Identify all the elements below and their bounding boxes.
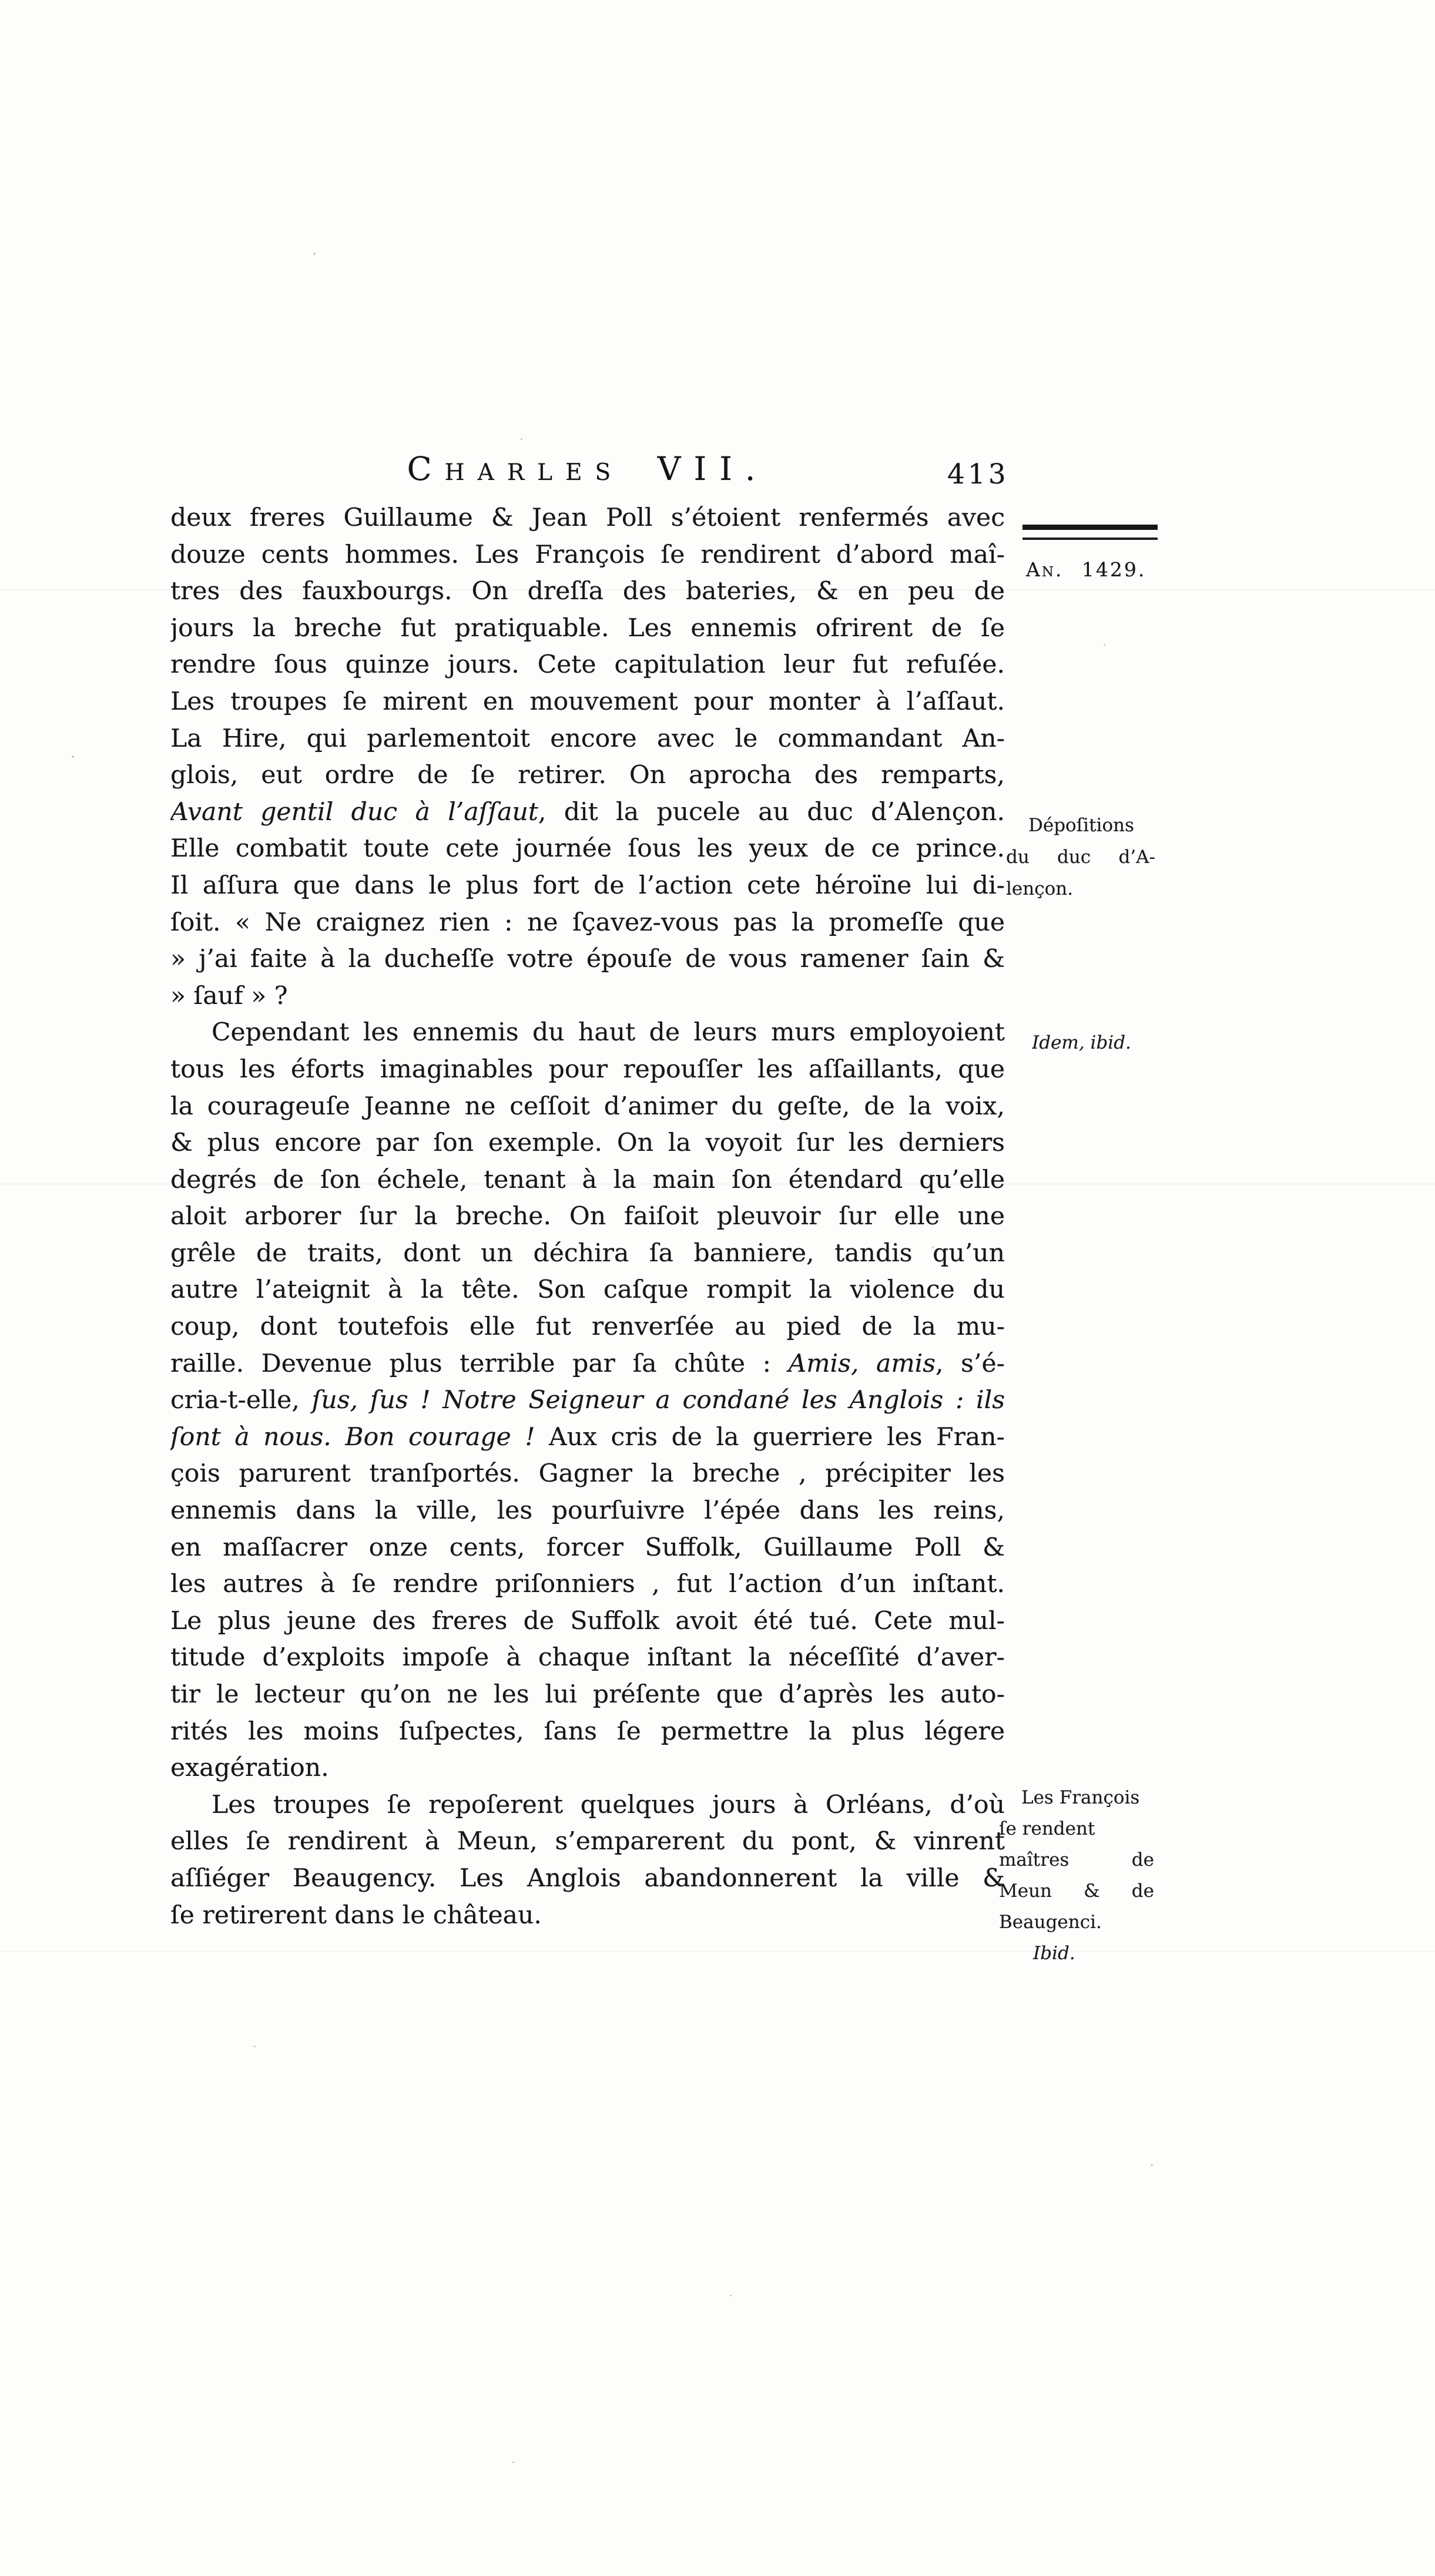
text-segment: Les troupes ſe mirent en mouvement pour monter à l’aſſaut. [170, 687, 1005, 716]
italic-text-segment: Idem, ibid. [1032, 1032, 1131, 1053]
text-segment: grêle de traits, dont un déchira ſa banniere, tandis qu’un [170, 1238, 1005, 1268]
text-line [999, 1907, 1154, 1938]
text-segment: rendre ſous quinze jours. Cete capitulation leur fut refuſée. [170, 650, 1005, 680]
text-line [170, 1860, 1005, 1897]
text-line [170, 1089, 1005, 1126]
text-segment: jours la breche fut pratiquable. Les ennemis ofrirent de ſe [170, 613, 1005, 643]
text-line [170, 1162, 1005, 1199]
text-segment: aloit arborer ſur la breche. On faiſoit pleuvoir ſur elle une [170, 1202, 1005, 1231]
text-segment: , dit la pucele au duc d’Alençon. [538, 797, 1005, 827]
text-segment: Dépoſitions [1028, 815, 1135, 836]
text-segment: Aux cris de la guerriere les Fran- [548, 1422, 1005, 1452]
text-segment: tres des fauxbourgs. On dreſſa des bateries, & en peu de [170, 577, 1005, 606]
text-segment: » ſauf » ? [170, 981, 288, 1010]
text-line [170, 721, 1005, 758]
text-line [170, 500, 1005, 537]
margin-note-alencon [1006, 810, 1155, 905]
text-segment: les autres à ſe rendre priſonniers , fut l’action d’un inſtant. [170, 1570, 1005, 1599]
text-segment: Il aſſura que dans le plus fort de l’action cete héroïne lui di- [170, 871, 1005, 900]
scan-speck [932, 1247, 934, 1248]
text-line [170, 1272, 1005, 1309]
text-segment: coup, dont toutefois elle fut renverſée au pied de la mu- [170, 1312, 1005, 1342]
text-segment: glois, eut ordre de ſe retirer. On aprocha des remparts, [170, 761, 1005, 790]
text-line [170, 868, 1005, 905]
scan-speck [521, 438, 522, 440]
text-segment: ſoit. « Ne craignez rien : ne ſçavez-vous pas la promeſſe que [170, 908, 1005, 937]
text-line [1006, 873, 1155, 905]
text-line [170, 1677, 1005, 1714]
text-segment: cria-t-elle, [170, 1386, 312, 1415]
margin-note-idem [1032, 1027, 1173, 1059]
text-segment: tous les éforts imaginables pour repouſſer les aſſaillants, que [170, 1054, 1005, 1084]
text-segment: Le plus jeune des freres de Suffolk avoit été tué. Cete mul- [170, 1606, 1005, 1635]
scan-streak [0, 589, 1435, 591]
text-line [170, 1823, 1005, 1860]
text-segment: , s’é- [936, 1349, 1005, 1378]
italic-text-segment: Avant gentil duc à l’aſſaut [170, 797, 538, 827]
margin-year-rule [1022, 525, 1158, 540]
text-segment: la courageuſe Jeanne ne ceſſoit d’animer du geſte, de la voix, [170, 1091, 1005, 1121]
text-segment: raille. Devenue plus terrible par ſa chûte : [170, 1349, 789, 1378]
text-line [170, 1382, 1005, 1419]
text-line [170, 1603, 1005, 1640]
text-line [170, 1052, 1005, 1089]
text-line [1006, 841, 1155, 873]
text-line [170, 1640, 1005, 1677]
text-segment: en maſſacrer onze cents, forcer Suffolk, Guillaume Poll & [170, 1533, 1005, 1562]
text-segment: deux freres Guillaume & Jean Poll s’étoient renfermés avec [170, 503, 1005, 532]
scan-speck [313, 253, 316, 255]
text-segment: Les François [1021, 1787, 1140, 1808]
text-line [170, 831, 1005, 868]
text-line [170, 1750, 1005, 1787]
text-segment: Les troupes ſe repoſerent quelques jours à Orléans, d’où [212, 1790, 1005, 1819]
text-line [170, 537, 1005, 574]
text-segment: ſe retirerent dans le château. [170, 1900, 542, 1930]
text-line [1006, 810, 1155, 841]
margin-year-note: An. 1429. [1026, 558, 1146, 581]
text-line [170, 610, 1005, 647]
text-line [170, 1015, 1005, 1052]
text-line [170, 1419, 1005, 1456]
text-segment: titude d’exploits impoſe à chaque inſtant la néceſſité d’aver- [170, 1643, 1005, 1672]
text-line [1032, 1027, 1173, 1059]
text-segment: exagération. [170, 1754, 329, 1783]
text-line [999, 1845, 1154, 1876]
text-line [170, 1235, 1005, 1272]
text-line [170, 1897, 1005, 1934]
text-segment: ſe rendent [999, 1818, 1095, 1839]
text-line [170, 905, 1005, 942]
text-segment: Beaugenci. [999, 1912, 1102, 1933]
text-segment: La Hire, qui parlementoit encore avec le commandant An- [170, 724, 1005, 753]
margin-note-meun [999, 1782, 1154, 1969]
text-line [170, 941, 1005, 978]
italic-text-segment: Ibid. [1033, 1943, 1075, 1964]
scan-streak [0, 1950, 1435, 1952]
text-line [170, 978, 1005, 1015]
text-line [999, 1782, 1154, 1813]
text-line [170, 757, 1005, 794]
text-segment: douze cents hommes. Les François ſe rendirent d’abord maî- [170, 540, 1005, 569]
text-line [170, 1493, 1005, 1530]
text-line [170, 1198, 1005, 1235]
text-segment: maîtres de [999, 1849, 1154, 1870]
scan-speck [1151, 2164, 1153, 2166]
text-segment: çois parurent tranſportés. Gagner la breche , précipiter les [170, 1459, 1005, 1489]
page-number: 413 [947, 458, 1009, 491]
text-segment: tir le lecteur qu’on ne les lui préſente que d’après les auto- [170, 1680, 1005, 1709]
running-title: Charles VII. [407, 450, 769, 488]
italic-text-segment: Amis, amis [788, 1349, 936, 1378]
text-segment: du duc d’A- [1006, 847, 1155, 868]
text-segment: lençon. [1006, 878, 1074, 899]
text-line [170, 573, 1005, 610]
scan-streak [0, 1183, 1435, 1185]
text-line [170, 1530, 1005, 1567]
text-segment: » j’ai faite à la ducheſſe votre épouſe de vous ramener ſain & [170, 945, 1005, 974]
text-segment: elles ſe rendirent à Meun, s’emparerent du pont, & vinrent [170, 1827, 1005, 1856]
scan-speck [72, 755, 74, 758]
text-line [170, 794, 1005, 831]
text-segment: rités les moins ſuſpectes, ſans ſe permettre la plus légere [170, 1717, 1005, 1746]
scan-speck [512, 2461, 514, 2463]
text-line [170, 1714, 1005, 1751]
text-line [170, 1125, 1005, 1162]
text-segment: & plus encore par ſon exemple. On la voyoit ſur les derniers [170, 1129, 1005, 1158]
text-line [170, 647, 1005, 684]
italic-text-segment: ſont à nous. Bon courage ! [170, 1422, 549, 1452]
text-line [999, 1813, 1154, 1845]
text-segment: autre l’ateignit à la tête. Son caſque rompit la violence du [170, 1275, 1005, 1305]
text-line [170, 684, 1005, 721]
text-line [170, 1456, 1005, 1493]
scan-speck [254, 2046, 256, 2047]
text-line [170, 1566, 1005, 1603]
text-line [170, 1787, 1005, 1824]
text-segment: aſſiéger Beaugency. Les Anglois abandonnerent la ville & [170, 1863, 1005, 1893]
text-line [170, 1309, 1005, 1346]
body-text [170, 500, 1005, 1934]
text-line [170, 1346, 1005, 1383]
text-segment: Meun & de [999, 1880, 1154, 1902]
text-line [999, 1876, 1154, 1907]
scan-speck [730, 2295, 732, 2296]
text-line [999, 1938, 1154, 1969]
text-segment: degrés de ſon échele, tenant à la main ſon étendard qu’elle [170, 1165, 1005, 1194]
italic-text-segment: ſus, ſus ! Notre Seigneur a condané les Anglois : ils [311, 1386, 1005, 1415]
text-segment: Elle combatit toute cete journée ſous les yeux de ce prince. [170, 834, 1005, 864]
text-segment: ennemis dans la ville, les pourſuivre l’épée dans les reins, [170, 1496, 1005, 1526]
scan-speck [1104, 644, 1105, 646]
text-segment: Cependant les ennemis du haut de leurs murs employoient [212, 1018, 1005, 1047]
